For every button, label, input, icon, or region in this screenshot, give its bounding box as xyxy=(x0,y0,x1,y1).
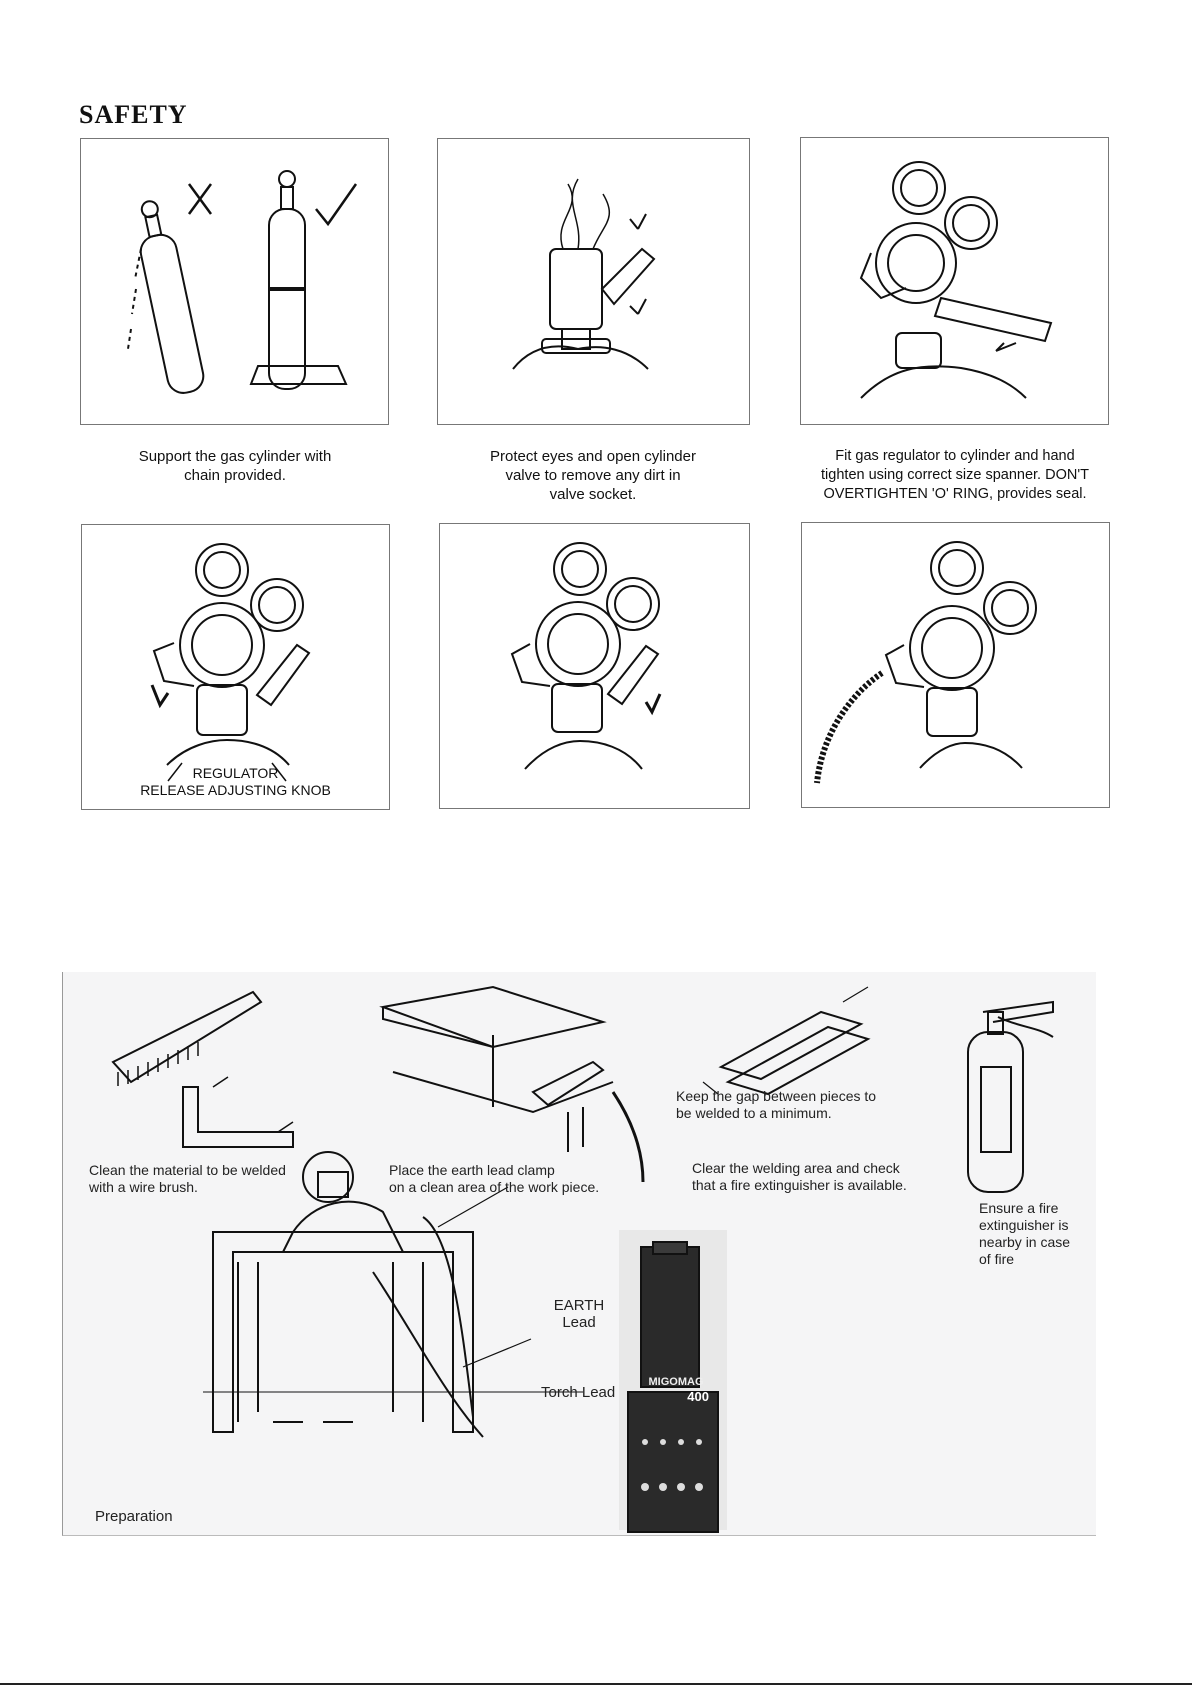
regulator-valve-illustration xyxy=(440,524,749,808)
page-title: SAFETY xyxy=(79,100,188,129)
label-torch-lead: Torch Lead xyxy=(541,1384,616,1401)
regulator-hose-illustration xyxy=(802,523,1109,807)
open-valve-illustration xyxy=(438,139,749,424)
fire-extinguisher-icon xyxy=(968,1002,1053,1192)
panel-fit-regulator xyxy=(800,137,1109,425)
panel-regulator-valve xyxy=(439,523,750,809)
panel-open-valve xyxy=(437,138,750,425)
machine-brand-label: MIGOMAG xyxy=(648,1376,704,1388)
cylinder-chain-illustration xyxy=(81,139,388,424)
preparation-section xyxy=(62,972,1096,1536)
caption-fit-regulator: Fit gas regulator to cylinder and hand tighten using correct size spanner. DON'T OVERTIGHTEN 'O' RING, provides seal. xyxy=(821,448,1089,502)
preparation-label: Preparation xyxy=(95,1508,173,1525)
caption-support-cylinder: Support the gas cylinder with chain provided. xyxy=(138,448,332,484)
text-clean-material: Clean the material to be welded with a wire brush. xyxy=(89,1162,286,1195)
text-keep-gap: Keep the gap between pieces to be welded to a minimum. xyxy=(676,1088,877,1121)
preparation-illustrations xyxy=(63,972,1096,1535)
panel-regulator-release xyxy=(81,524,390,810)
wire-brush-icon xyxy=(113,992,261,1086)
caption-regulator-release: REGULATOR RELEASE ADJUSTING KNOB xyxy=(140,765,331,798)
text-earth-clamp: Place the earth lead clamp on a clean area of the work piece. xyxy=(389,1162,600,1195)
machine-model-label: 400 xyxy=(687,1389,709,1404)
caption-open-valve: Protect eyes and open cylinder valve to remove any dirt in valve socket. xyxy=(490,448,696,503)
text-extinguisher-note: Ensure a fire extinguisher is nearby in case of fire xyxy=(979,1200,1071,1267)
text-clear-area: Clear the welding area and check that a fire extinguisher is available. xyxy=(692,1160,907,1193)
label-earth-lead: EARTH Lead xyxy=(553,1297,605,1331)
panel-cylinder-chain xyxy=(80,138,389,425)
panel-regulator-hose xyxy=(801,522,1110,808)
fit-regulator-illustration xyxy=(801,138,1108,424)
